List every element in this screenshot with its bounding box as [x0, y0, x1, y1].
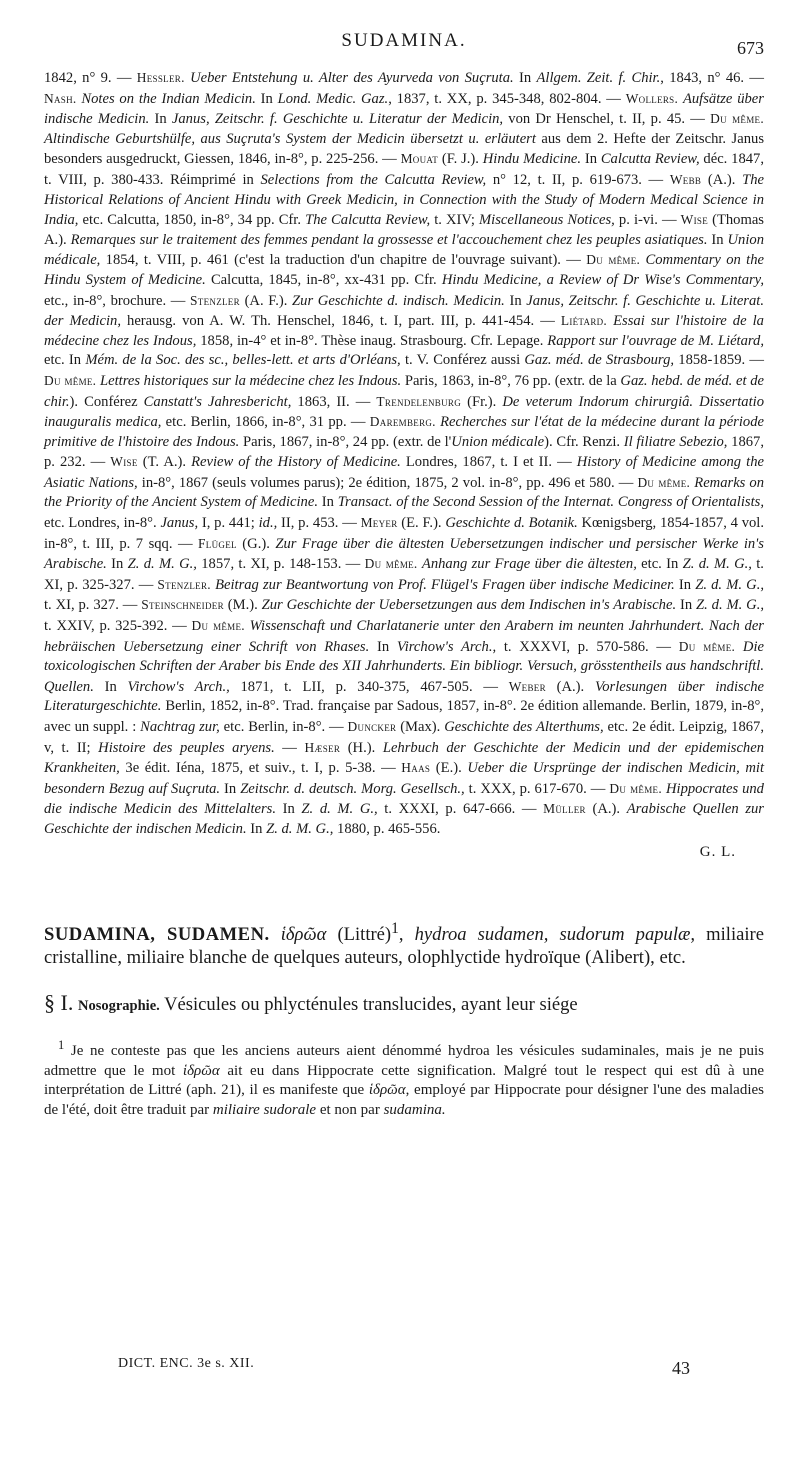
biblio-text: In: [93, 678, 128, 695]
biblio-title: Miscellaneous Notices,: [479, 212, 615, 229]
biblio-title: Canstatt's Jahresbericht,: [143, 393, 292, 410]
biblio-text: —: [274, 739, 305, 756]
biblio-title: id.,: [258, 515, 278, 532]
biblio-title: Hindu Medicine.: [482, 151, 582, 168]
bibliography-paragraph: [44, 68, 764, 840]
biblio-title: Ueber die Ursprünge der indischen Medicin, mit besondern Bezug auf Suçruta.: [44, 760, 764, 797]
biblio-title: Beitrag zur Beantwortung von Prof. Flügel's Fragen über indische Mediciner.: [215, 576, 675, 593]
biblio-text: In: [149, 111, 172, 128]
biblio-text: [735, 639, 743, 655]
biblio-title: Geschichte d. Botanik.: [445, 515, 578, 532]
biblio-title: Vorlesungen über indische Literaturgeschichte.: [44, 678, 764, 715]
biblio-title: Remarques sur le traitement des femmes pendant la grossesse et l'accouchement chez les peuples asiatiques.: [70, 231, 708, 248]
biblio-text: Kœnigsberg, 1854-1857, 4 vol. in-8°, t. III, p. 7 sqq. —: [44, 515, 764, 552]
biblio-title: Recherches sur l'état de la médecine durant la période primitive de l'histoire des Indous.: [44, 414, 764, 450]
footnote-number: 1: [58, 1038, 65, 1053]
biblio-text: (G.).: [236, 535, 276, 552]
biblio-title: Union médicale,: [44, 231, 764, 269]
footnote-reference: 1: [391, 919, 399, 937]
biblio-author: Du même.: [44, 372, 97, 388]
biblio-title: Z. d. M. G.,: [682, 556, 752, 573]
biblio-title: Commentary on the Hindu System of Medicine.: [44, 252, 764, 288]
biblio-author: Stenzler.: [157, 576, 211, 592]
dictionary-entry: [44, 917, 764, 969]
biblio-text: 1867, p. 232. —: [44, 433, 765, 471]
biblio-title: Arabische Quellen zur Geschichte der indischen Medicin.: [44, 801, 764, 837]
biblio-author: Weber: [508, 678, 546, 694]
biblio-author: Stenzler: [190, 292, 240, 308]
biblio-text: t. XI, p. 325-327. —: [44, 556, 764, 593]
biblio-text: , 1837, t. XX, p. 345-348, 802-804. —: [388, 90, 626, 107]
biblio-text: (Fr.).: [461, 393, 503, 410]
biblio-text: (T. A.).: [137, 454, 192, 471]
running-title: SUDAMINA.: [341, 30, 467, 51]
entry-greek-term: ἱδρῶα: [280, 923, 327, 945]
biblio-author: Hæser: [304, 739, 341, 755]
biblio-title: Mém. de la Soc. des sc., belles-lett. et arts d'Orléans,: [85, 352, 401, 369]
biblio-title: De veterum Indorum chirurgiâ. Dissertatio inauguralis medica,: [44, 393, 765, 431]
biblio-text: (E. F.).: [397, 515, 446, 532]
page-footer: [118, 1356, 690, 1378]
biblio-title: Aufsätze über indische Medicin.: [44, 90, 764, 128]
biblio-title: Zur Geschichte d. indisch. Medicin.: [292, 292, 505, 309]
biblio-title: Janus, Zeitschr. f. Geschichte u. Literatur der Medicin,: [171, 111, 504, 128]
biblio-author: Du même.: [678, 638, 736, 654]
biblio-text: I, p. 441;: [198, 515, 259, 532]
biblio-title: Notes on the Indian Medicin.: [81, 90, 256, 107]
biblio-author: Du même.: [609, 780, 662, 796]
biblio-author: Müller: [543, 801, 586, 817]
biblio-title: The Calcutta Review,: [305, 212, 431, 229]
footnote-text: ait eu dans Hippocrate cette signification. Malgré tout le respect qui est dû à une interprétation de Littré (aph. 21), il es manifeste que: [44, 1062, 764, 1099]
biblio-text: ). Cfr. Renzi.: [544, 433, 624, 450]
biblio-title: Selections from the Calcutta Review,: [260, 171, 487, 188]
biblio-title: Ueber Entstehung u. Alter des Ayurveda von Suçruta.: [190, 70, 514, 86]
biblio-text: 1863, II. —: [291, 393, 377, 410]
entry-text: miliaire cristalline, miliaire blanche de quelques auteurs, olophlyctide hydroïque (Alibert), etc.: [44, 923, 764, 968]
entry-headword: SUDAMINA, SUDAMEN.: [44, 923, 270, 945]
biblio-text: etc. 2e édit. Leipzig, 1867, v, t. II;: [44, 719, 764, 756]
biblio-author: Wise: [680, 212, 709, 228]
biblio-text: (A.).: [545, 678, 595, 695]
biblio-text: 1857, t. XI, p. 148-153. —: [196, 556, 365, 573]
biblio-title: Virchow's Arch.,: [127, 678, 230, 695]
biblio-text: (F. J.).: [438, 151, 483, 168]
biblio-text: etc. In: [636, 556, 683, 573]
biblio-author: Wise: [110, 454, 138, 470]
biblio-title: Lehrbuch der Geschichte der Medicin und der epidemischen Krankheiten,: [44, 739, 765, 777]
biblio-text: In: [581, 151, 601, 168]
footnote-greek-term: ἱδρῶα: [368, 1082, 406, 1099]
biblio-title: Calcutta Review,: [600, 151, 700, 168]
biblio-text: Londres, 1867, t. I et II. —: [400, 454, 577, 471]
biblio-text: Calcutta, 1845, in-8°, xx-431 pp. Cfr.: [205, 271, 442, 288]
biblio-title: Gaz. méd. de Strasbourg,: [524, 352, 675, 369]
running-head: [44, 24, 764, 58]
section-mark: § I.: [44, 989, 74, 1015]
biblio-text: p. i-vi. —: [614, 212, 681, 229]
biblio-text: etc. Berlin, in-8°. —: [219, 719, 348, 735]
biblio-author: Du même.: [191, 618, 245, 634]
biblio-title: Allgem. Zeit. f. Chir.: [536, 70, 661, 86]
biblio-text: Berlin, 1852, in-8°. Trad. française par Sadous, 1857, in-8°. 2e édition allemande. Berlin, 1879, in-8°, avec un suppl. :: [44, 698, 764, 735]
biblio-author: Trendelenburg: [376, 393, 462, 409]
footnote-italic-term: miliaire sudorale: [212, 1101, 317, 1118]
biblio-text: , 1843, n° 46. —: [660, 70, 764, 86]
biblio-title: The Historical Relations of Ancient Hindu with Greek Medicin, in Connection with the Study of Modern Medical Science in India,: [44, 171, 764, 229]
biblio-text: etc., in-8°, brochure. —: [44, 292, 191, 309]
footnote-text: et non par: [316, 1101, 384, 1118]
biblio-author: Duncker: [347, 719, 397, 734]
biblio-title: Remarks on the Priority of the Ancient System of Medicine.: [44, 474, 765, 511]
biblio-title: Lettres historiques sur la médecine chez les Indous.: [100, 372, 402, 389]
page-number: 673: [737, 38, 764, 58]
biblio-text: (H.).: [340, 739, 383, 756]
biblio-title: Hippocrates und die indische Medicin des Mittelalters.: [44, 780, 764, 818]
biblio-text: von Dr Henschel, t. II, p. 45. —: [503, 111, 711, 128]
biblio-author: Du même.: [637, 474, 691, 490]
entry-text: ,: [398, 923, 415, 945]
biblio-title: Virchow's Arch.,: [396, 638, 497, 655]
biblio-author: Hessler.: [136, 70, 185, 85]
biblio-title: History of Medicine among the Asiatic Nations,: [44, 454, 764, 491]
biblio-text: In: [369, 638, 397, 655]
biblio-text: In: [676, 597, 697, 614]
biblio-title: Zur Frage über die ältesten Uebersetzungen indischer und persischer Werke in's Arabische.: [44, 535, 764, 573]
biblio-text: In: [276, 801, 302, 818]
biblio-text: t. V. Conférez aussi: [400, 352, 525, 369]
footnote-text: , employé par Hippocrate pour désigner l'une des maladies de l'été, doit être traduit par: [44, 1082, 764, 1118]
biblio-text: etc. Berlin, 1866, in-8°, 31 pp. —: [161, 414, 370, 431]
biblio-title: Nachtrag zur,: [140, 719, 220, 735]
biblio-text: t. XIV;: [430, 212, 480, 229]
biblio-text: (A. F.).: [239, 292, 293, 309]
footnote-text: Je ne conteste pas que les anciens auteurs aient dénommé hydroa les vésicules sudaminales, mais je ne puis admettre que le mot: [44, 1043, 764, 1079]
biblio-title: Z. d. M. G.,: [301, 801, 378, 818]
biblio-title: Janus, Zeitschr. f. Geschichte u. Literat. der Medicin,: [44, 292, 764, 330]
biblio-text: (M.).: [223, 597, 262, 614]
biblio-text: (A.).: [701, 171, 743, 188]
biblio-text: herausg. von A. W. Th. Henschel, 1846, t. I, part. III, p. 441-454. —: [120, 313, 561, 330]
biblio-title: Union médicale: [451, 433, 545, 450]
author-signature: G. L.: [699, 843, 736, 860]
biblio-author: Du même.: [586, 252, 641, 268]
biblio-author: Meyer: [360, 515, 398, 531]
biblio-text: t. XI, p. 327. —: [44, 597, 142, 614]
biblio-author: Du même.: [364, 556, 418, 572]
biblio-text: etc. In: [44, 352, 86, 369]
biblio-author: Webb: [669, 171, 702, 187]
biblio-title: Z. d. M. G.,: [127, 556, 197, 573]
biblio-title: Anhang zur Frage über die ältesten,: [421, 556, 637, 573]
biblio-title: Wissenschaft und Charlatanerie unter den Arabern im neunten Jahrhundert. Nach der hebräischen Uebersetzung einer Schrift von Rhases.: [44, 618, 764, 655]
biblio-title: Z. d. M. G.,: [696, 597, 764, 614]
biblio-author: Nash.: [44, 90, 77, 106]
biblio-title: Transact. of the Second Session of the Internat. Congress of Orientalists,: [337, 494, 764, 511]
biblio-text: (Max).: [396, 719, 445, 735]
biblio-text: Paris, 1863, in-8°, 76 pp. (extr. de la: [401, 372, 621, 389]
biblio-text: 3e édit. Iéna, 1875, et suiv., t. I, p. 5-38. —: [119, 760, 402, 777]
biblio-text: n° 12, t. II, p. 619-673. —: [486, 171, 670, 188]
section-name: Nosographie.: [77, 997, 160, 1014]
biblio-text: 1854, t. VIII, p. 461 (c'est la traduction d'un chapitre de l'ouvrage suivant). —: [100, 252, 587, 269]
biblio-title: Geschichte des Alterthums,: [444, 719, 604, 735]
biblio-author: Haas: [401, 760, 431, 776]
biblio-author: Liétard.: [560, 313, 608, 329]
biblio-text: 1858, in-4° et in-8°. Thèse inaug. Strasbourg. Cfr. Lepage.: [196, 332, 548, 349]
signature-mark: DICT. ENC. 3e s. XII.: [118, 1356, 255, 1371]
biblio-title: Zeitschr. d. deutsch. Morg. Gesellsch.,: [240, 780, 465, 797]
biblio-title: Il filiatre Sebezio,: [623, 433, 728, 450]
biblio-title: Lond. Medic. Gaz.: [277, 90, 389, 107]
biblio-text: (A.).: [585, 801, 627, 818]
biblio-text: In: [504, 292, 527, 309]
biblio-title: Die toxicologischen Schriften der Araber bis Ende des XII Jahrhunderts. Ein bibliogr. Versuch, grösstentheils aus handschriftl. Quellen.: [44, 638, 764, 695]
biblio-text: 1871, t. LII, p. 340-375, 467-505. —: [229, 678, 509, 695]
entry-latin-terms: hydroa sudamen, sudorum papulæ,: [414, 923, 696, 945]
footnote-greek-term: ἱδρῶα: [182, 1062, 220, 1079]
biblio-author: Mouat: [400, 151, 439, 167]
biblio-author: Du même.: [710, 111, 764, 127]
biblio-title: Z. d. M. G.,: [695, 576, 764, 593]
biblio-title: Gaz. hebd. de méd. et de chir.: [44, 372, 764, 410]
biblio-title: Zur Geschichte der Uebersetzungen aus dem Indischen in's Arabische.: [261, 597, 677, 614]
biblio-text: t. XXIV, p. 325-392. —: [44, 618, 192, 635]
biblio-text: t. XXXVI, p. 570-586. —: [496, 638, 679, 655]
biblio-text: 1842, n° 9. —: [44, 70, 137, 86]
biblio-text: (Thomas A.).: [44, 212, 764, 248]
footnote: [44, 1036, 764, 1120]
biblio-text: In: [707, 231, 728, 248]
biblio-text: In: [513, 70, 537, 86]
biblio-text: t. XXX, p. 617-670. —: [464, 780, 610, 797]
biblio-title: Histoire des peuples aryens.: [98, 739, 275, 756]
entry-text: (Littré): [326, 923, 392, 945]
biblio-title: Z. d. M. G.,: [266, 820, 334, 837]
biblio-text: In: [255, 90, 278, 107]
biblio-text: déc. 1847, t. VIII, p. 380-433. Réimprimé in: [44, 151, 764, 188]
biblio-title: Essai sur l'histoire de la médecine chez les Indous,: [44, 313, 764, 349]
biblio-author: Daremberg.: [369, 414, 436, 430]
biblio-text: etc. Londres, in-8°.: [44, 515, 161, 532]
biblio-text: In: [317, 494, 338, 511]
section-text: Vésicules ou phlycténules translucides, ayant leur siége: [164, 993, 578, 1015]
biblio-text: aus dem 2. Hefte der Zeitschr. Janus besonders ausgedruckt, Giessen, 1846, in-8°, p. 225-256. —: [44, 130, 764, 168]
biblio-text: 1880, p. 465-556.: [333, 820, 441, 837]
biblio-text: in-8°, 1867 (seuls volumes parus); 2e édition, 1875, 2 vol. in-8°, pp. 496 et 580. —: [137, 474, 638, 491]
biblio-text: In: [674, 576, 696, 593]
biblio-text: Paris, 1867, in-8°, 24 pp. (extr. de l': [239, 433, 452, 450]
biblio-text: In: [106, 556, 128, 573]
biblio-text: etc. Calcutta, 1850, in-8°, 34 pp. Cfr.: [78, 212, 306, 229]
biblio-author: Wollers.: [625, 90, 679, 106]
sheet-number: 43: [672, 1358, 690, 1378]
biblio-author: Flügel: [198, 535, 237, 551]
biblio-title: Altindische Geburtshülfe, aus Suçruta's System der Medicin übersetzt u. erläutert: [44, 130, 536, 147]
biblio-text: (E.).: [430, 760, 468, 777]
biblio-text: t. XXXI, p. 647-666. —: [377, 801, 544, 818]
biblio-title: Rapport sur l'ouvrage de M. Liétard,: [547, 332, 764, 349]
biblio-text: In: [246, 820, 267, 837]
biblio-title: Janus,: [160, 515, 199, 532]
footnote-italic-term: sudamina.: [383, 1101, 446, 1118]
section-heading-paragraph: [44, 991, 764, 1018]
biblio-author: Steinschneider: [141, 597, 224, 613]
biblio-text: II, p. 453. —: [277, 515, 361, 532]
biblio-text: ). Conférez: [69, 393, 144, 410]
biblio-title: Hindu Medicine, a Review of Dr Wise's Commentary,: [441, 271, 764, 288]
biblio-text: In: [220, 780, 241, 797]
biblio-text: 1858-1859. —: [674, 352, 764, 369]
biblio-title: Review of the History of Medicine.: [191, 454, 401, 471]
